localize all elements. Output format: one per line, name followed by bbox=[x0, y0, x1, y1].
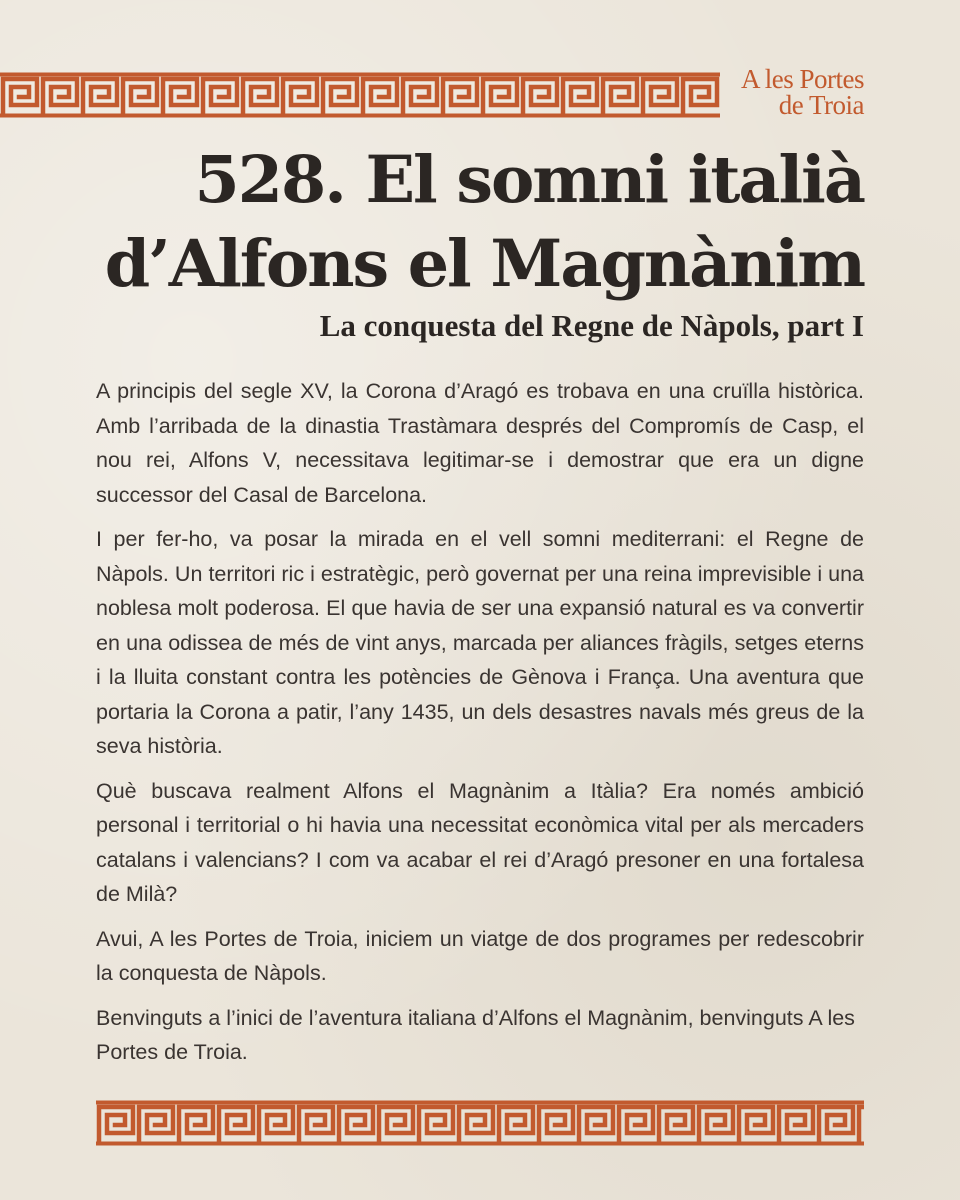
episode-title bbox=[60, 138, 864, 306]
brand-line-1: A les Portes bbox=[740, 64, 864, 94]
greek-key-border-bottom bbox=[96, 1100, 864, 1146]
episode-subtitle: La conquesta del Regne de Nàpols, part I bbox=[319, 308, 864, 343]
brand-line-2: de Troia bbox=[778, 90, 864, 120]
title-line-2: d’Alfons el Magnànim bbox=[104, 226, 864, 302]
episode-description bbox=[96, 374, 864, 1080]
paragraph: A principis del segle XV, la Corona d’Aragó es trobava en una cruïlla històrica. Amb l’arribada de la dinastia Trastàmara després del Compromís de Casp, el nou rei, Alfons V, necessitava legitimar-se i demostrar que era un digne successor del Casal de Barcelona. bbox=[96, 379, 864, 507]
title-line-1: 528. El somni italià bbox=[194, 142, 864, 218]
paragraph: Avui, A les Portes de Troia, iniciem un viatge de dos programes per redescobrir la conquesta de Nàpols. bbox=[96, 926, 864, 985]
greek-key-border-top bbox=[0, 72, 720, 118]
paragraph: I per fer-ho, va posar la mirada en el vell somni mediterrani: el Regne de Nàpols. Un territori ric i estratègic, però governat per una reina imprevisible i una noblesa molt poderosa. El que havia de ser una expansió natural es va convertir en una odissea de més de vint anys, marcada per aliances fràgils, setges eterns i la lluita constant contra les potències de Gènova i França. Una aventura que portaria la Corona a patir, l’any 1435, un dels desastres navals més greus de la seva història. bbox=[96, 527, 864, 758]
paragraph: Benvinguts a l’inici de l’aventura italiana d’Alfons el Magnànim, benvinguts A les Portes de Troia. bbox=[96, 1005, 855, 1064]
brand-logo bbox=[714, 66, 864, 118]
paragraph: Què buscava realment Alfons el Magnànim a Itàlia? Era només ambició personal i territorial o hi havia una necessitat econòmica vital per als mercaders catalans i valencians? I com va acabar el rei d’Aragó presoner en una fortalesa de Milà? bbox=[96, 778, 864, 906]
